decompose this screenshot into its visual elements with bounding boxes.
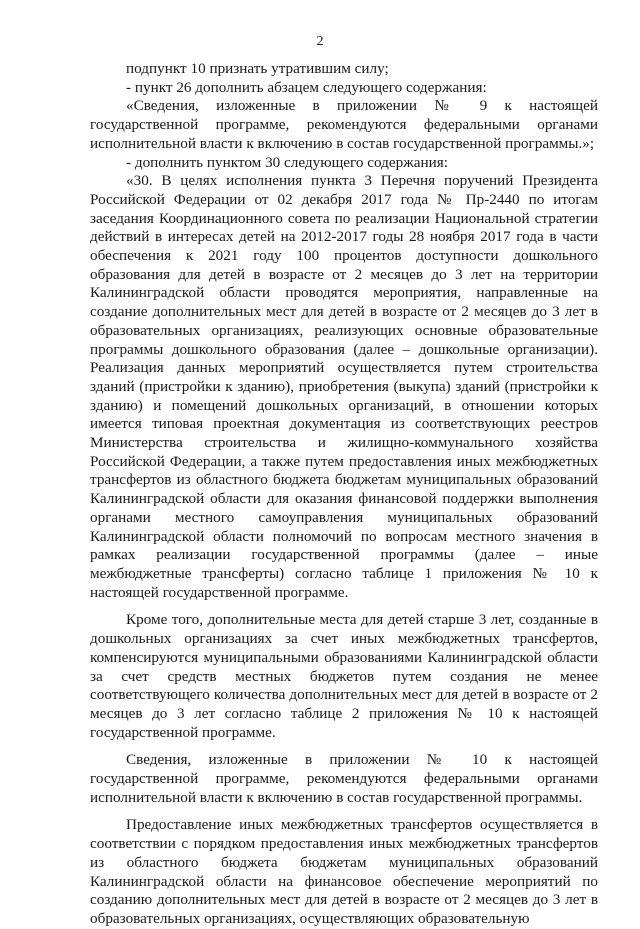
- document-body: [90, 60, 598, 929]
- paragraph-appendix-10-info: Сведения, изложенные в приложении № 10 к настоящей государственной программе, рекомендуются федеральными органами исполнительной власти к включению в состав государственной программы.: [90, 751, 598, 806]
- paragraph-transfers-procedure: Предоставление иных межбюджетных трансфертов осуществляется в соответствии с порядком предоставления иных межбюджетных трансфертов из областного бюджета бюджетам муниципальных образований Калининградской области на финансовое обеспечение мероприятий по созданию дополнительных мест для детей в возрасте от 2 месяцев до 3 лет в образовательных организациях, осуществляющих образовательную: [90, 816, 598, 927]
- page-number: 2: [316, 34, 324, 49]
- paragraph-subpoint-10: подпункт 10 признать утратившим силу;: [126, 60, 389, 77]
- paragraph-additional-places: Кроме того, дополнительные места для детей старше 3 лет, созданные в дошкольных организациях за счет иных межбюджетных трансфертов, компенсируются муниципальными образованиями Калининградской области за счет средств местных бюджетов путем создания не менее соответствующего количества дополнительных мест для детей в возрасте от 2 месяцев до 3 лет согласно таблице 2 приложения № 10 к настоящей государственной программе.: [90, 611, 598, 741]
- paragraph-point-30-text: «30. В целях исполнения пункта 3 Перечня поручений Президента Российской Федерации от 02 декабря 2017 года № Пр-2440 по итогам заседания Координационного совета по реализации Национальной стратегии действий в интересах детей на 2012-2017 годы 28 ноября 2017 года в части обеспечения к 2021 году 100 процентов доступности дошкольного образования для детей в возрасте от 2 месяцев до 3 лет на территории Калининградской области проводятся мероприятия, направленные на создание дополнительных мест для детей в возрасте от 2 месяцев до 3 лет в образовательных организациях, реализующих основные образовательные программы дошкольного образования (далее – дошкольные организации). Реализация данных мероприятий осуществляется путем строительства зданий (пристройки к зданию), приобретения (выкупа) зданий (пристройки к зданию) и помещений дошкольных организаций, в отношении которых имеется типовая проектная документация из соответствующих реестров Министерства строительства и жилищно-коммунального хозяйства Российской Федерации, а также путем предоставления иных межбюджетных трансфертов из областного бюджета бюджетам муниципальных образований Калининградской области для оказания финансовой поддержки выполнения органами местного самоуправления муниципальных образований Калининградской области полномочий по вопросам местного значения в рамках реализации государственной программы (далее – иные межбюджетные трансферты) согласно таблице 1 приложения № 10 к настоящей государственной программе.: [90, 172, 598, 601]
- paragraph-point-26-intro: - пункт 26 дополнить абзацем следующего содержания:: [126, 78, 487, 96]
- paragraph-point-30-intro: - дополнить пунктом 30 следующего содержания:: [126, 153, 448, 171]
- paragraph-point-26-text: «Сведения, изложенные в приложении № 9 к настоящей государственной программе, рекомендуются федеральными органами исполнительной власти к включению в состав государственной программы.»;: [90, 97, 598, 152]
